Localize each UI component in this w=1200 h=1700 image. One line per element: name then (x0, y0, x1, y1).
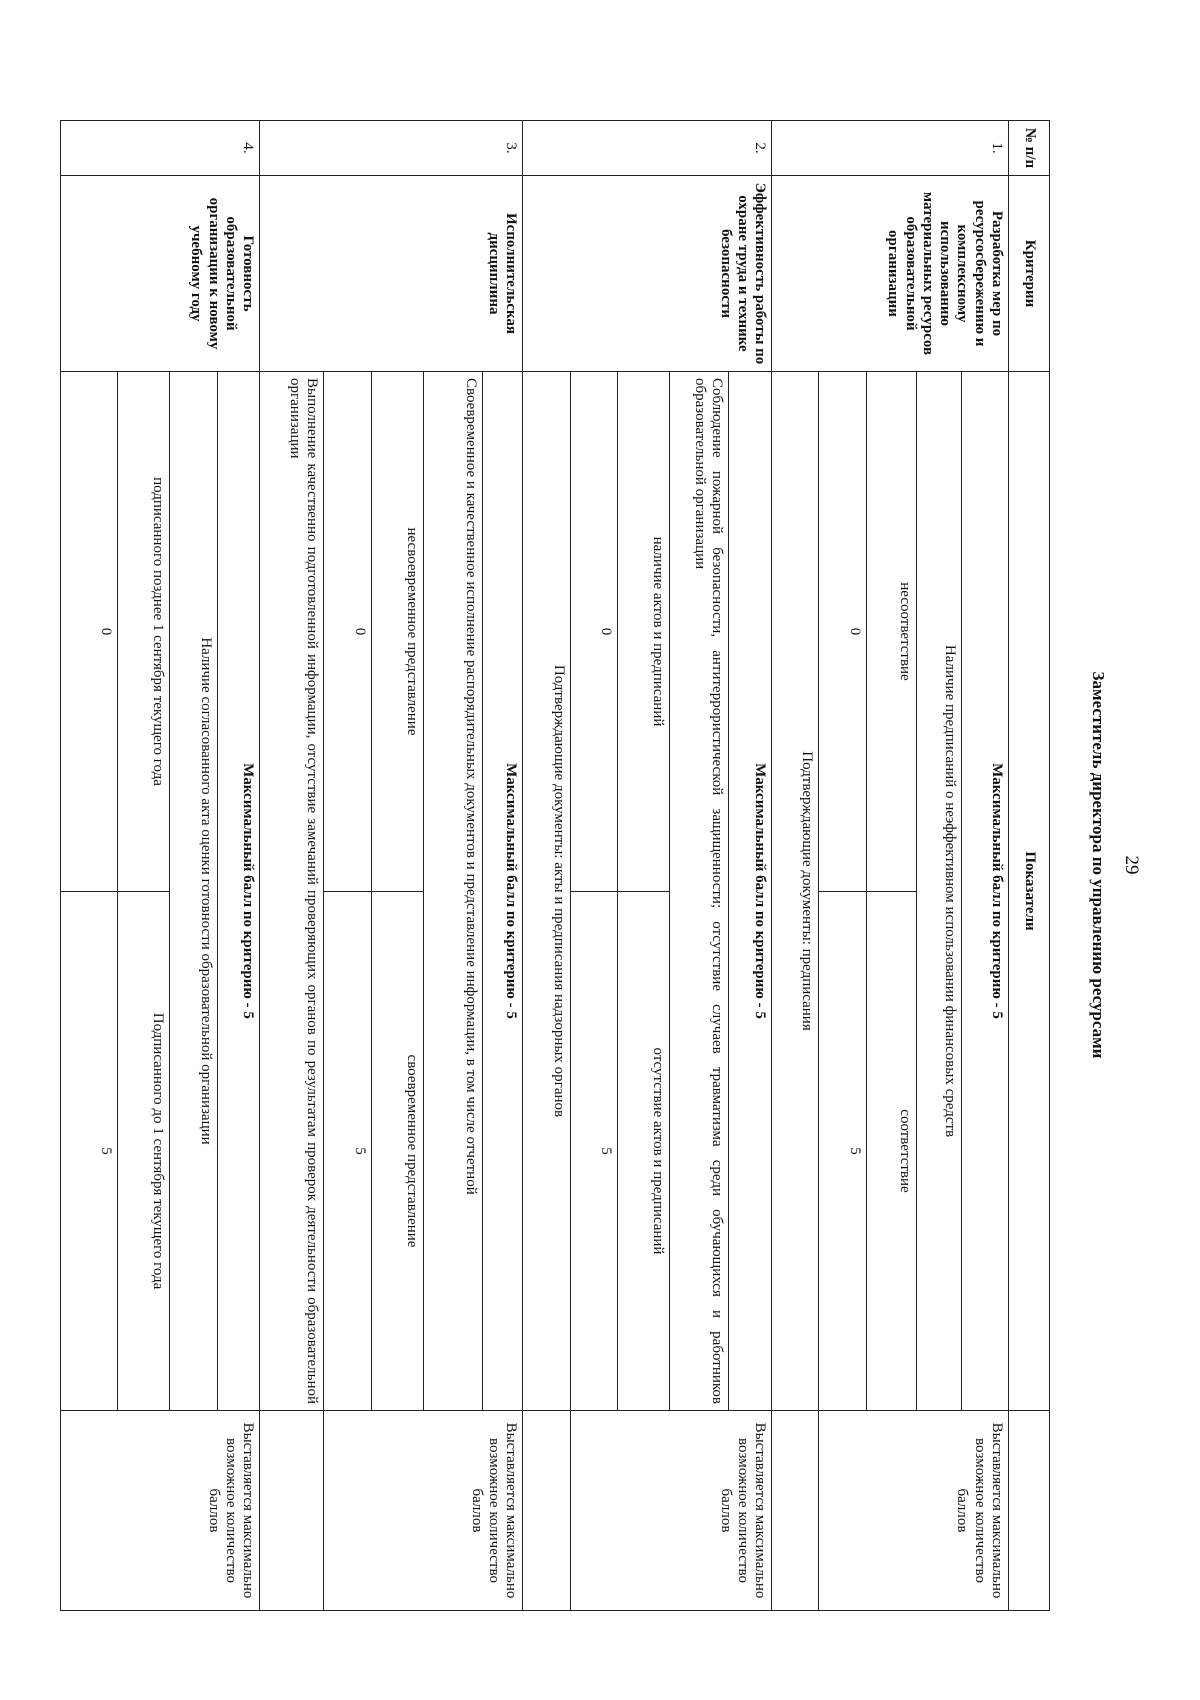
score-high-cell: 5 (819, 892, 866, 1411)
option-positive-cell: отсутствие актов и предписаний (618, 892, 670, 1411)
criterion-cell: Готовность образовательной организации к новому учебному году (61, 176, 260, 372)
max-score-cell: Максимальный балл по критерию - 5 (482, 372, 522, 1411)
document-title: Заместитель директора по управлению ресурсами (1089, 671, 1108, 1059)
criteria-table (60, 120, 1050, 1611)
row-number: 4. (61, 121, 260, 176)
table-row (482, 121, 522, 1611)
score-low-cell: 0 (570, 372, 617, 892)
empty-note-cell (772, 1411, 819, 1611)
max-score-cell: Максимальный балл по критерию - 5 (961, 372, 1008, 1411)
row-number: 2. (523, 121, 772, 176)
table-row (729, 121, 772, 1611)
option-positive-cell: Подписанного до 1 сентября текущего года (118, 892, 170, 1411)
score-low-cell: 0 (819, 372, 866, 892)
criterion-cell: Эффективность работы по охране труда и технике безопасности (523, 176, 772, 372)
table-header-row (1009, 121, 1050, 1611)
empty-note-cell (523, 1411, 570, 1611)
score-high-cell: 5 (324, 892, 371, 1411)
row-number: 3. (260, 121, 523, 176)
note-cell: Выставляется максимально возможное количество баллов (570, 1411, 771, 1611)
indicator-cell: Соблюдение пожарной безопасности, антитеррористической защищенности; отсутствие случаев травматизма среди обучающихся и работников образовательной организации (670, 372, 729, 1411)
rotated-page (60, 120, 1142, 1610)
table-row (961, 121, 1008, 1611)
documents-cell: Подтверждающие документы: акты и предписания надзорных органов (523, 372, 570, 1411)
score-high-cell: 5 (61, 892, 118, 1411)
option-positive-cell: своевременное представление (371, 892, 423, 1411)
score-low-cell: 0 (324, 372, 371, 892)
score-low-cell: 0 (61, 372, 118, 892)
table-row (217, 121, 260, 1611)
option-negative-cell: наличие актов и предписаний (618, 372, 670, 892)
criterion-cell: Разработка мер по ресурсосбережению и комплексному использованию материальных ресурсов образовательной организации (772, 176, 1009, 372)
score-high-cell: 5 (570, 892, 617, 1411)
note-cell: Выставляется максимально возможное количество баллов (61, 1411, 260, 1611)
page-number: 29 (1121, 855, 1142, 875)
indicator-cell: Наличие предписаний о неэффективном использовании финансовых средств (916, 372, 961, 1411)
header-number: № п/п (1009, 121, 1050, 176)
option-negative-cell: несвоевременное представление (371, 372, 423, 892)
max-score-cell: Максимальный балл по критерию - 5 (729, 372, 772, 1411)
criterion-cell: Исполнительская дисциплина (260, 176, 523, 372)
row-number: 1. (772, 121, 1009, 176)
max-score-cell: Максимальный балл по критерию - 5 (217, 372, 260, 1411)
documents-cell: Подтверждающие документы: предписания (772, 372, 819, 1411)
note-cell: Выставляется максимально возможное количество баллов (324, 1411, 523, 1611)
header-criteria: Критерии (1009, 176, 1050, 372)
option-positive-cell: соответствие (866, 892, 916, 1411)
option-negative-cell: несоответствие (866, 372, 916, 892)
empty-note-cell (260, 1411, 324, 1611)
indicator-cell: Своевременное и качественное исполнение распорядительных документов и представление информации, в том числе отчетной (423, 372, 482, 1411)
indicator-cell: Наличие согласованного акта оценки готовности образовательной организации (170, 372, 217, 1411)
option-negative-cell: подписанного позднее 1 сентября текущего года (118, 372, 170, 892)
header-indicators: Показатели (1009, 372, 1050, 1411)
note-cell: Выставляется максимально возможное количество баллов (819, 1411, 1009, 1611)
header-note (1009, 1411, 1050, 1611)
documents-cell: Выполнение качественно подготовленной информации, отсутствие замечаний проверяющих органов по результатам проверок деятельности образовательной организации (260, 372, 324, 1411)
